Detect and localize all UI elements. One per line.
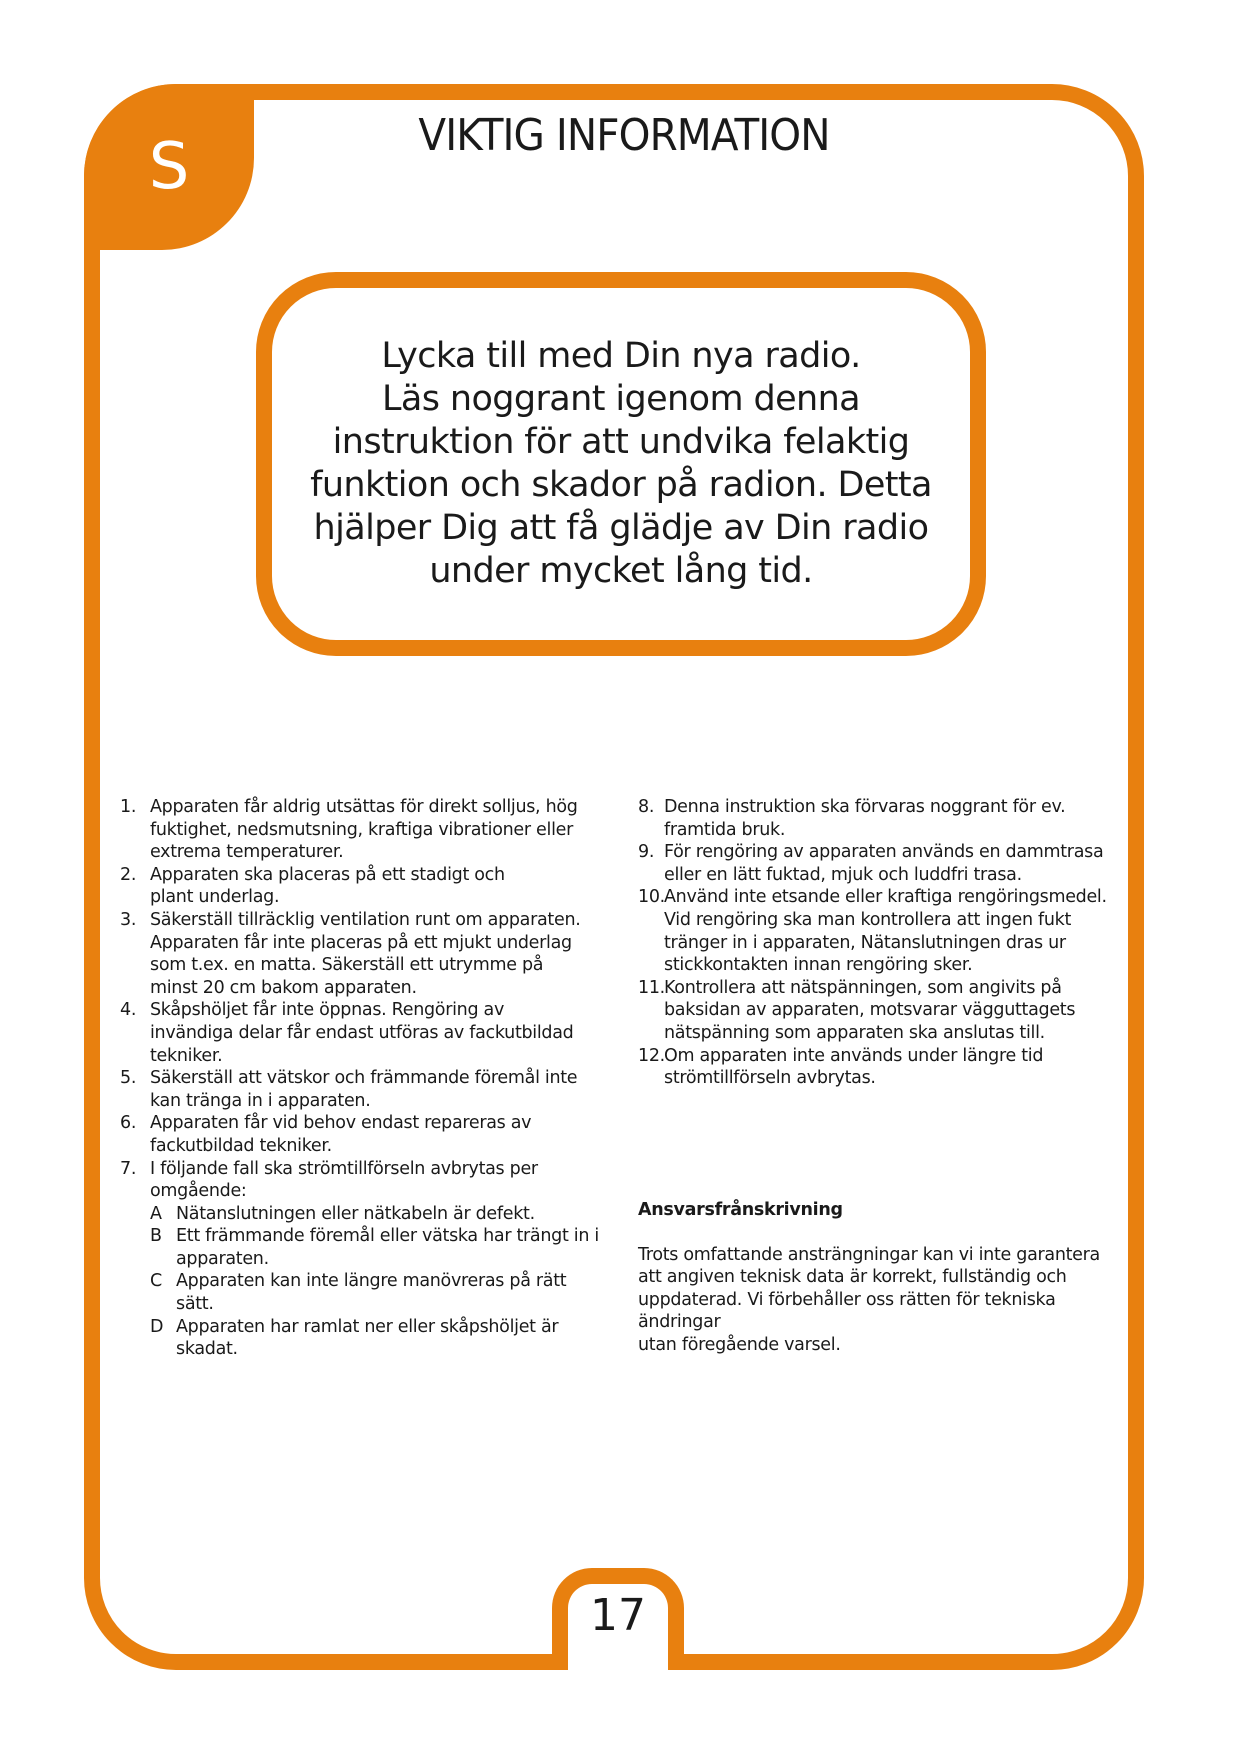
sub-item-letter: B (150, 1226, 162, 1247)
instruction-line: Apparaten får inte placeras på ett mjukt underlag (150, 932, 572, 953)
instruction-item (638, 796, 1118, 841)
sub-item-line: Ett främmande föremål eller vätska har trängt in i (176, 1226, 599, 1247)
instruction-number: 1. (120, 797, 137, 817)
instruction-number: 10. (638, 887, 665, 908)
disclaimer-line: att angiven teknisk data är korrekt, fullständig och (638, 1267, 1067, 1288)
intro-box (256, 272, 986, 656)
instruction-line: extrema temperaturer. (150, 842, 344, 863)
disclaimer-line: uppdaterad. Vi förbehåller oss rätten för tekniska (638, 1289, 1056, 1310)
instruction-line: För rengöring av apparaten används en dammtrasa (664, 842, 1104, 863)
instruction-number: 7. (120, 1158, 137, 1179)
instruction-number: 5. (120, 1068, 137, 1089)
intro-text (301, 335, 941, 593)
intro-line: under mycket lång tid. (429, 551, 813, 591)
instruction-line: omgående: (150, 1181, 247, 1202)
instruction-line: fackutbildad tekniker. (150, 1135, 332, 1156)
instruction-line: strömtillförseln avbrytas. (664, 1068, 876, 1089)
instruction-line: Apparaten får vid behov endast repareras av (150, 1113, 532, 1134)
instruction-line: baksidan av apparaten, motsvarar vägguttagets (664, 1000, 1076, 1021)
instruction-line: eller en lätt fuktad, mjuk och luddfri trasa. (664, 864, 1022, 885)
instruction-item (120, 999, 615, 1067)
instruction-number: 6. (120, 1113, 137, 1134)
instruction-line: Apparaten får aldrig utsättas för direkt solljus, hög (150, 797, 578, 817)
instruction-number: 3. (120, 909, 137, 930)
intro-line: Lycka till med Din nya radio. (381, 336, 861, 376)
instruction-item (120, 909, 615, 999)
instruction-line: Använd inte etsande eller kraftiga rengöringsmedel. (664, 887, 1107, 908)
instruction-line: nätspänning som apparaten ska anslutas till. (664, 1022, 1045, 1043)
instruction-item (120, 1067, 615, 1112)
instruction-item (638, 1045, 1118, 1090)
instruction-number: 8. (638, 797, 655, 817)
instruction-line: Apparaten ska placeras på ett stadigt och (150, 864, 505, 885)
instruction-item (120, 1112, 615, 1157)
sub-item-line: Nätanslutningen eller nätkabeln är defekt. (176, 1203, 535, 1224)
instruction-line: Skåpshöljet får inte öppnas. Rengöring av (150, 1000, 505, 1021)
instructions-right-column (638, 796, 1118, 1090)
instruction-line: Säkerställ att vätskor och främmande föremål inte (150, 1068, 578, 1089)
instruction-line: Kontrollera att nätspänningen, som angivits på (664, 977, 1062, 998)
intro-line: hjälper Dig att få glädje av Din radio (313, 508, 929, 548)
instruction-line: I följande fall ska strömtillförseln avbrytas per (150, 1158, 538, 1179)
sub-item-line: Apparaten har ramlat ner eller skåpshöljet är (176, 1316, 559, 1337)
disclaimer-title: Ansvarsfrånskrivning (638, 1200, 843, 1220)
sub-item (120, 1316, 615, 1361)
instruction-line: kan tränga in i apparaten. (150, 1090, 371, 1111)
disclaimer (638, 1199, 1128, 1357)
intro-line: funktion och skador på radion. Detta (310, 465, 932, 505)
instruction-number: 12. (638, 1045, 665, 1066)
instruction-line: tränger in i apparaten, Nätanslutningen dras ur (664, 932, 1066, 953)
instruction-number: 9. (638, 842, 655, 863)
instruction-line: minst 20 cm bakom apparaten. (150, 977, 417, 998)
page-number: 17 (590, 1590, 646, 1641)
page-title: VIKTIG INFORMATION (418, 110, 830, 161)
instruction-number: 4. (120, 1000, 137, 1021)
instruction-line: Om apparaten inte används under längre tid (664, 1045, 1044, 1066)
instruction-line: framtida bruk. (664, 819, 786, 840)
sub-item-line: Apparaten kan inte längre manövreras på rätt (176, 1271, 567, 1292)
instruction-item (638, 886, 1118, 976)
instruction-item (638, 977, 1118, 1045)
disclaimer-line: utan föregående varsel. (638, 1334, 841, 1355)
instruction-line: Vid rengöring ska man kontrollera att ingen fukt (664, 909, 1072, 930)
instruction-item (638, 841, 1118, 886)
sub-item (120, 1270, 615, 1315)
intro-line: instruktion för att undvika felaktig (332, 422, 910, 462)
sub-item-letter: A (150, 1203, 162, 1224)
language-letter: S (148, 130, 190, 204)
page-tab-mask (568, 1654, 668, 1670)
instruction-line: Denna instruktion ska förvaras noggrant för ev. (664, 797, 1066, 817)
disclaimer-line: Trots omfattande ansträngningar kan vi inte garantera (638, 1244, 1100, 1265)
instruction-line: som t.ex. en matta. Säkerställ ett utrymme på (150, 955, 544, 976)
disclaimer-line: ändringar (638, 1312, 721, 1333)
sub-item (120, 1225, 615, 1270)
instruction-number: 11. (638, 977, 665, 998)
instruction-item (120, 864, 615, 909)
instruction-line: tekniker. (150, 1045, 223, 1066)
instruction-number: 2. (120, 864, 137, 885)
instruction-item (120, 796, 615, 864)
instruction-line: plant underlag. (150, 887, 280, 908)
sub-item-letter: C (150, 1271, 162, 1292)
instructions-left-column (120, 796, 615, 1361)
instruction-line: fuktighet, nedsmutsning, kraftiga vibrationer eller (150, 819, 574, 840)
sub-item-line: apparaten. (176, 1248, 269, 1269)
instruction-line: Säkerställ tillräcklig ventilation runt om apparaten. (150, 909, 581, 930)
sub-item-letter: D (150, 1316, 164, 1337)
instruction-line: stickkontakten innan rengöring sker. (664, 955, 973, 976)
sub-item (120, 1203, 615, 1226)
sub-item-line: sätt. (176, 1294, 214, 1315)
instruction-line: invändiga delar får endast utföras av fackutbildad (150, 1022, 574, 1043)
intro-line: Läs noggrant igenom denna (381, 379, 861, 419)
instruction-item (120, 1158, 615, 1203)
sub-item-line: skadat. (176, 1339, 238, 1360)
